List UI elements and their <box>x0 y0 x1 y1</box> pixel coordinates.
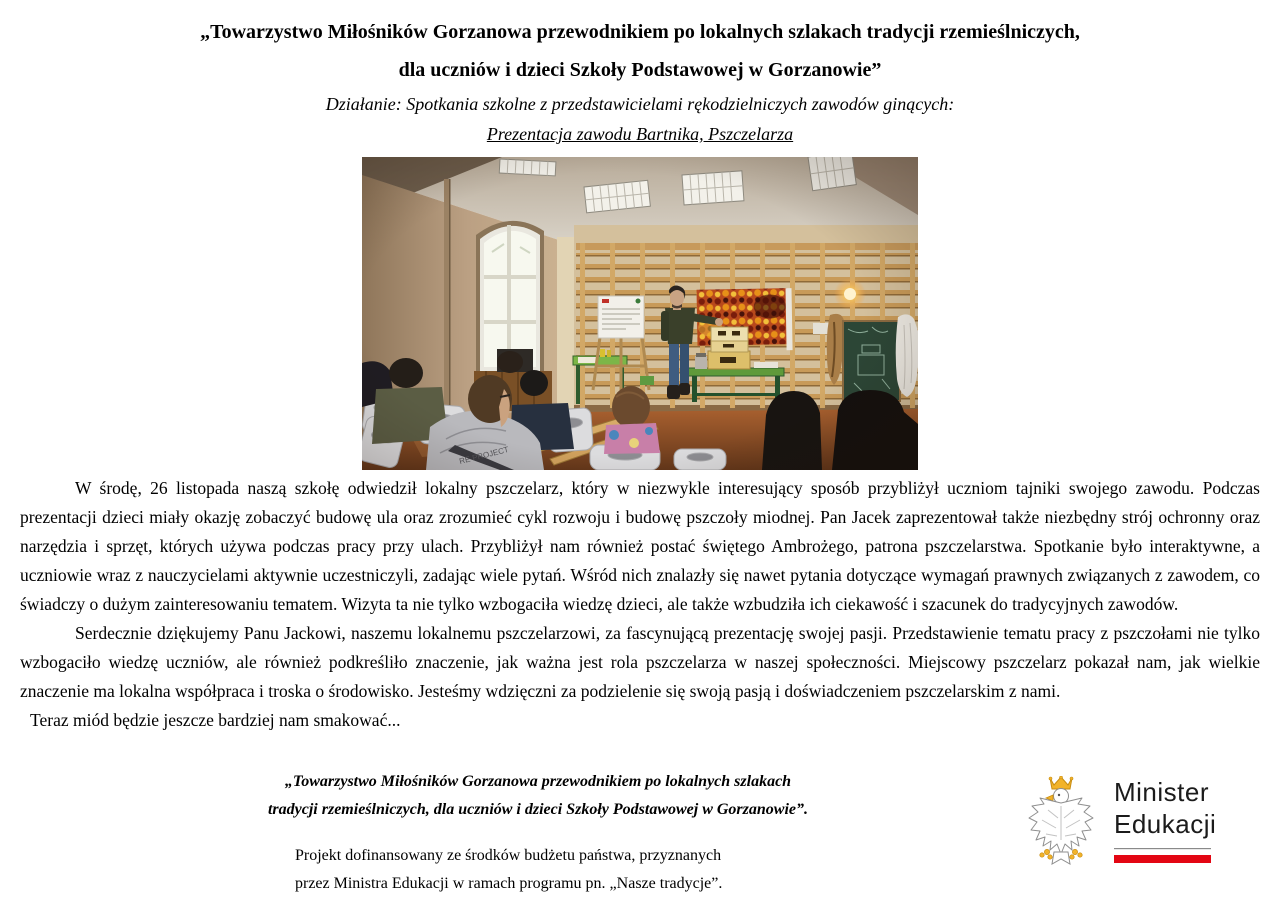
action-subtitle: Działanie: Spotkania szkolne z przedstawicielami rękodzielniczych zawodów ginących: <box>325 94 955 114</box>
page-title-line2: dla uczniów i dzieci Szkoły Podstawowej w Gorzanowie” <box>398 59 882 81</box>
polish-eagle-icon <box>1028 776 1094 870</box>
logo-divider-line <box>1114 848 1211 849</box>
event-subtitle: Prezentacja zawodu Bartnika, Pszczelarza <box>486 124 794 144</box>
logo-line1: Minister <box>1114 777 1210 807</box>
funding-line1: Projekt dofinansowany ze środków budżetu państwa, przyznanych <box>295 847 722 864</box>
logo-wordmark <box>1114 776 1216 840</box>
logo-line2: Edukacji <box>1114 809 1217 839</box>
paragraph-1: W środę, 26 listopada naszą szkołę odwiedził lokalny pszczelarz, który w niezwykle interesujący sposób przybliżył uczniom tajniki swojego zawodu. Podczas prezentacji dzieci miały okazję zobaczyć budowę ula oraz zrozumieć cykl rozwoju i budowę pszczoły miodnej. Pan Jacek zaprezentował także niezbędny strój ochronny oraz narzędzia i sprzęt, których używa podczas pracy przy ulach. Przybliżył nam również postać świętego Ambrożego, patrona pszczelarstwa. Spotkanie było interaktywne, a uczniowie wraz z nauczycielami aktywnie uczestniczyli, zadając wiele pytań. Wśród nich znalazły się nawet pytania dotyczące wymagań prawnych związanych z zawodem, co świadczy o dużym zainteresowaniu tematem. Wizyta ta nie tylko wzbogaciła wiedzę dzieci, ale także wzbudziła ich ciekawość i szacunek do tradycyjnych zawodów. <box>20 478 1260 614</box>
logo-red-bar <box>1114 855 1211 863</box>
closing-quote <box>218 768 858 824</box>
closing-quote-line1: „Towarzystwo Miłośników Gorzanowa przewodnikiem po lokalnych szlakach <box>284 773 792 790</box>
minister-edukacji-logo <box>1026 774 1221 884</box>
paragraph-2: Serdecznie dziękujemy Panu Jackowi, naszemu lokalnemu pszczelarzowi, za fascynującą prezentację swojej pasji. Przedstawienie tematu pracy z pszczołami nie tylko wzbogaciło wiedzę uczniów, ale również podkreśliło znaczenie, jak ważna jest rola pszczelarza w naszej społeczności. Miejscowy pszczelarz pokazał nam, jak wielkie znaczenie ma lokalna współpraca i troska o środowisko. Jesteśmy wdzięczni za podzielenie się swoją pasją i doświadczeniem pszczelarskim z nami. <box>20 623 1260 701</box>
paragraph-3: Teraz miód będzie jeszcze bardziej nam smakować... <box>30 710 401 730</box>
funding-line2: przez Ministra Edukacji w ramach programu pn. „Nasze tradycje”. <box>295 875 723 892</box>
logo-underline <box>1114 848 1211 866</box>
article-body <box>20 474 1260 764</box>
closing-quote-line2: tradycji rzemieślniczych, dla uczniów i dzieci Szkoły Podstawowej w Gorzanowie”. <box>267 801 808 818</box>
classroom-beekeeping-presentation-photo <box>362 157 918 470</box>
page-title-line1: „Towarzystwo Miłośników Gorzanowa przewodnikiem po lokalnych szlakach tradycji rzemieślniczych, <box>200 21 1080 43</box>
document-header <box>0 0 1280 149</box>
classroom-photo <box>362 157 918 470</box>
photo-vignette <box>362 157 918 470</box>
